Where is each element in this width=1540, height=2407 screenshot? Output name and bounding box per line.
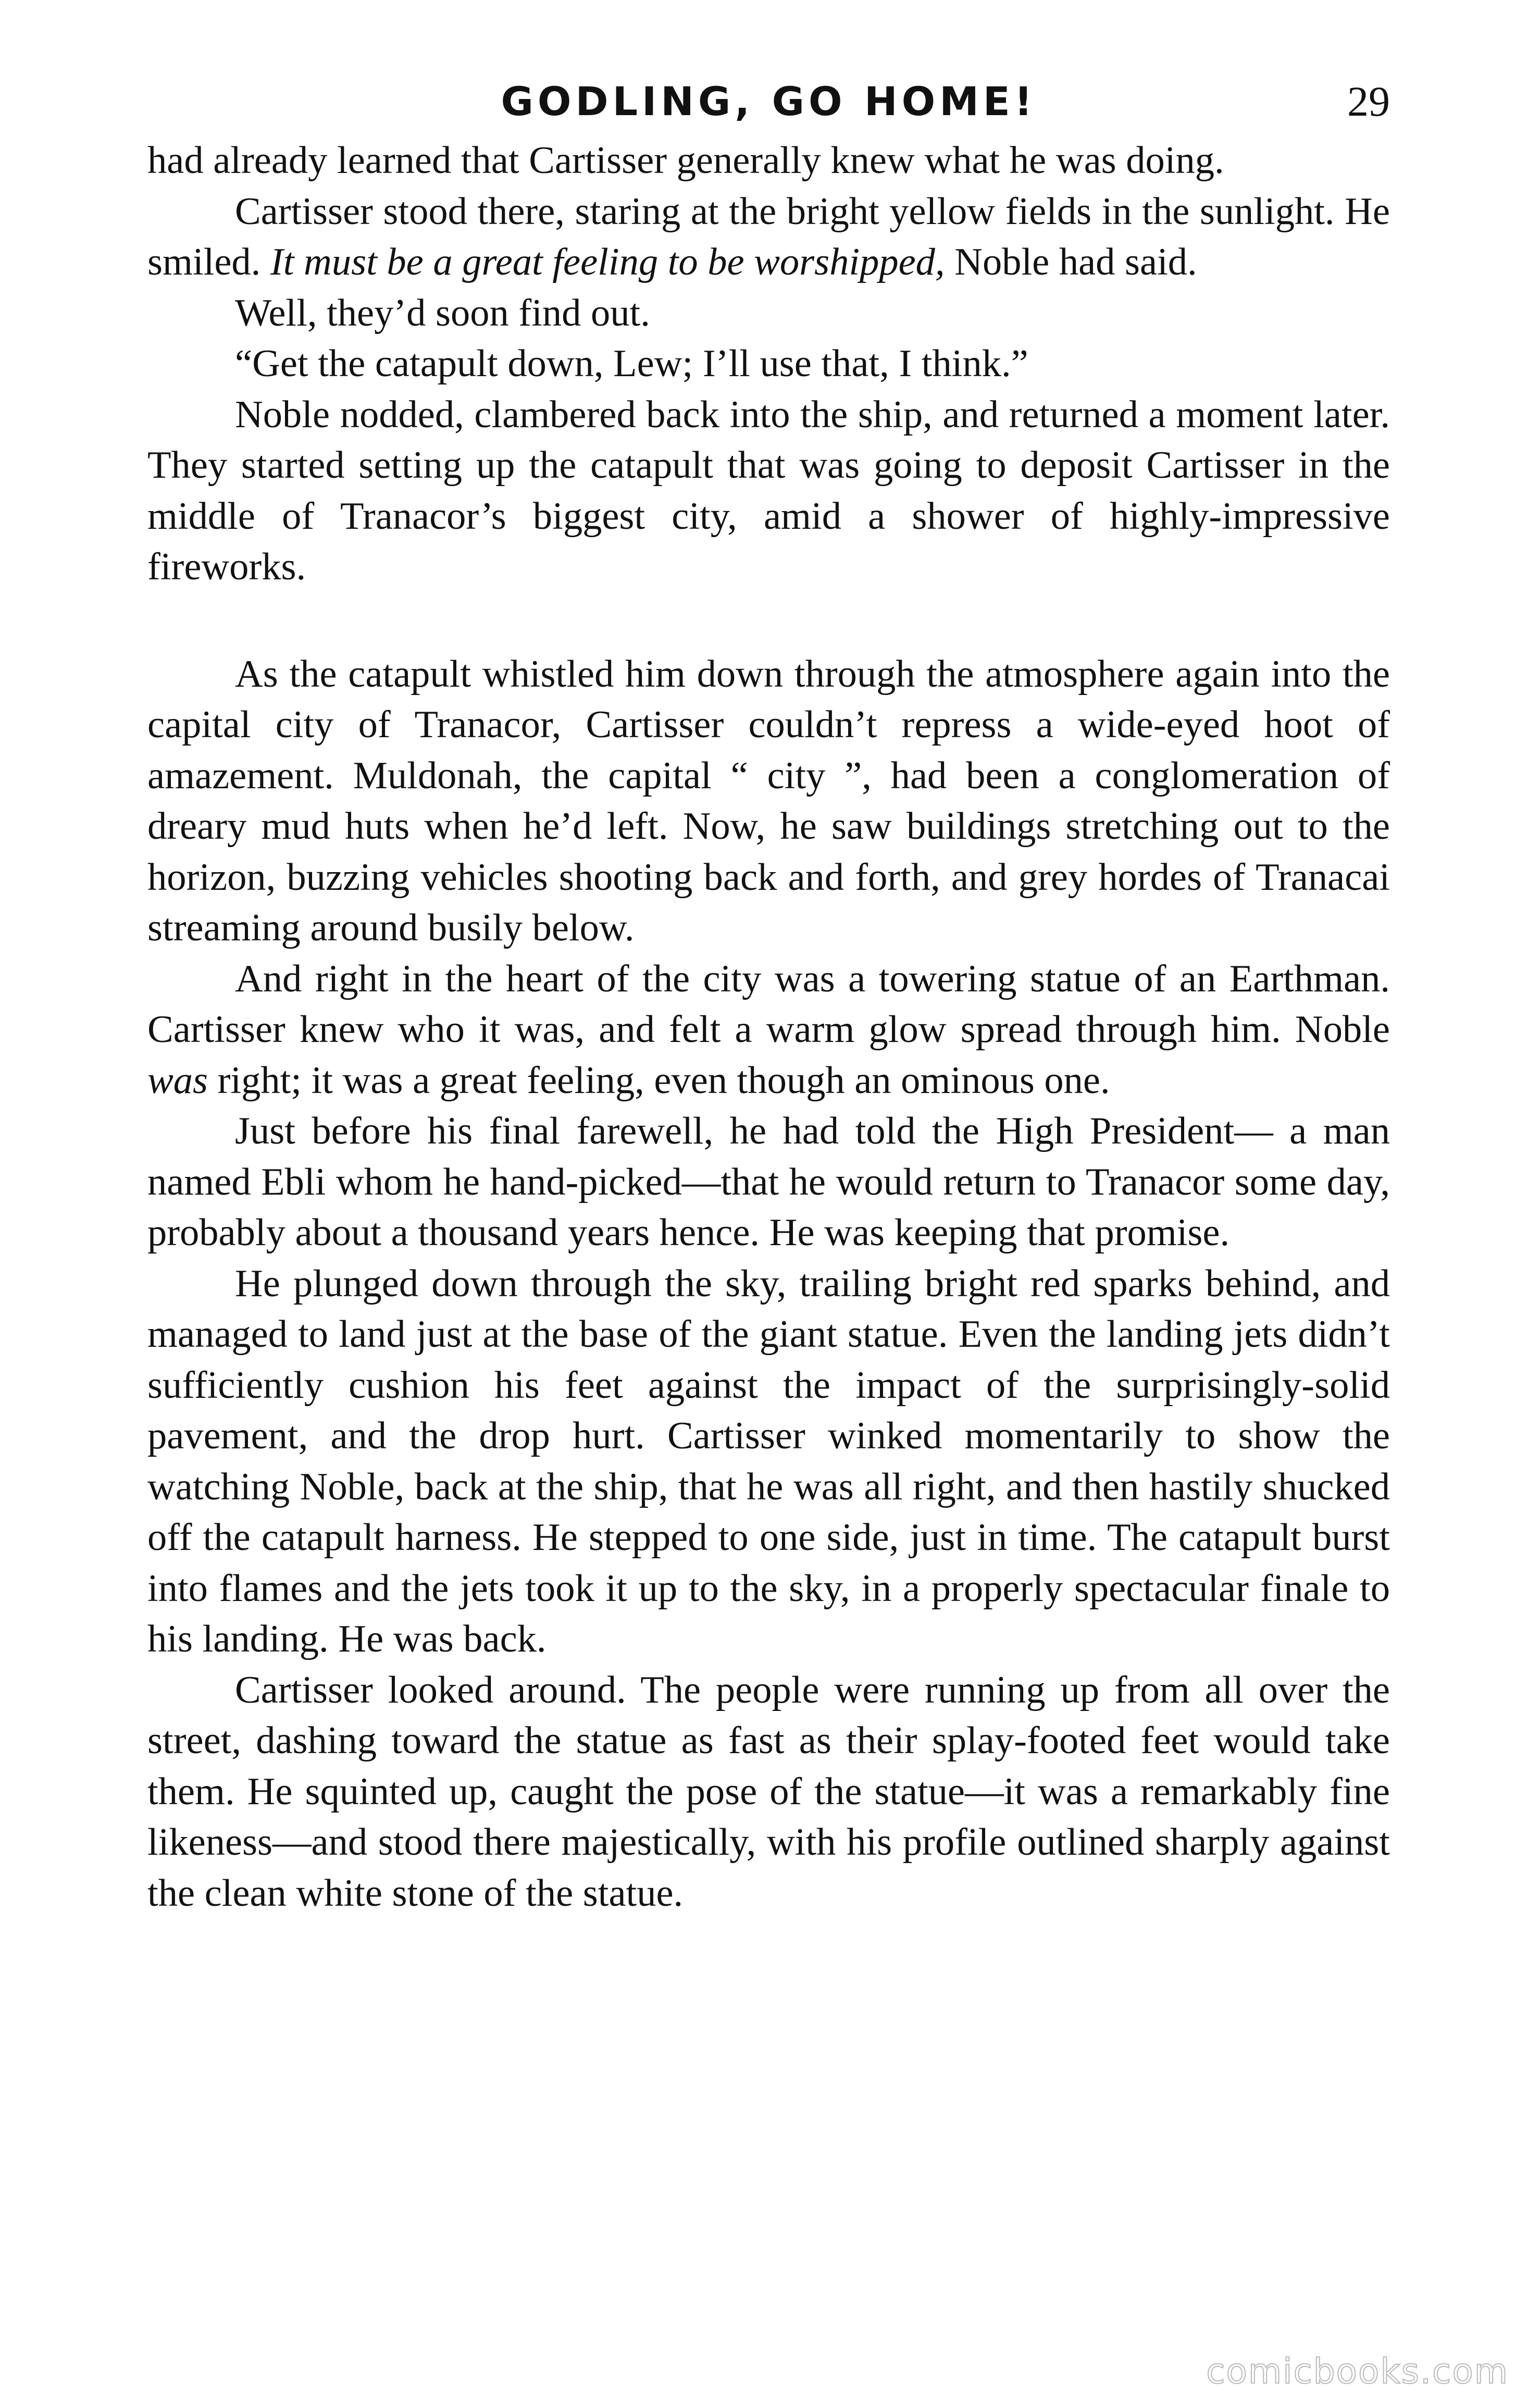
book-page	[147, 63, 1390, 1919]
paragraph-10: Cartisser looked around. The people were running up from all over the street, dashing toward the statue as fast as their splay-footed feet would take them. He squinted up, caught the pose of the statue—it was a remarkably fine likeness—and stood there majestically, with his profile outlined sharply against the clean white stone of the statue.	[147, 1668, 1390, 1915]
paragraph-7	[147, 954, 1390, 1107]
paragraph-2-italic: It must be a great feeling to be worshipped,	[270, 241, 945, 283]
paragraph-6: As the catapult whistled him down through the atmosphere again into the capital city of Tranacor, Cartisser couldn’t repress a wide-eyed hoot of amazement. Muldonah, the capital “ city ”, had been a conglomeration of dreary mud huts when he’d left. Now, he saw buildings stretching out to the horizon, buzzing vehicles shooting back and forth, and grey hordes of Tranacai streaming around busily below.	[147, 652, 1390, 949]
paragraph-1: had already learned that Cartisser generally knew what he was doing.	[147, 139, 1224, 182]
paragraph-2-text-end: Noble had said.	[945, 241, 1197, 283]
watermark: comicbooks.com	[1206, 2351, 1509, 2391]
paragraph-3: Well, they’d soon find out.	[235, 291, 650, 334]
paragraph-7-italic: was	[147, 1059, 208, 1102]
body-text	[147, 135, 1390, 1919]
page-number: 29	[1347, 78, 1390, 125]
paragraph-2-text: Cartisser stood there, staring at the bright yellow fields in the sunlight. He smiled.	[147, 190, 1390, 283]
paragraph-9: He plunged down through the sky, trailing bright red sparks behind, and managed to land just at the base of the giant statue. Even the landing jets didn’t sufficiently cushion his feet against the impact of the surprisingly-solid pavement, and the drop hurt. Cartisser winked momentarily to show the watching Noble, back at the ship, that he was all right, and then hastily shucked off the catapult harness. He stepped to one side, just in time. The catapult burst into flames and the jets took it up to the sky, in a properly spectacular finale to his landing. He was back.	[147, 1262, 1390, 1660]
paragraph-7-text-end: right; it was a great feeling, even though an ominous one.	[207, 1059, 1110, 1102]
paragraph-2	[147, 187, 1390, 288]
running-title: GODLING, GO HOME!	[501, 78, 1037, 125]
paragraph-8: Just before his final farewell, he had told the High President— a man named Ebli whom he hand-picked—that he would return to Tranacor some day, probably about a thousand years hence. He was keeping that promise.	[147, 1110, 1390, 1254]
running-header	[147, 63, 1390, 135]
paragraph-4: “Get the catapult down, Lew; I’ll use that, I think.”	[235, 342, 1028, 385]
section-break	[147, 593, 1390, 649]
paragraph-5: Noble nodded, clambered back into the ship, and returned a moment later. They started setting up the catapult that was going to deposit Cartisser in the middle of Tranacor’s biggest city, amid a shower of highly-impressive fireworks.	[147, 393, 1390, 588]
paragraph-7-text: And right in the heart of the city was a towering statue of an Earthman. Cartisser knew who it was, and felt a warm glow spread through him. Noble	[147, 957, 1390, 1051]
